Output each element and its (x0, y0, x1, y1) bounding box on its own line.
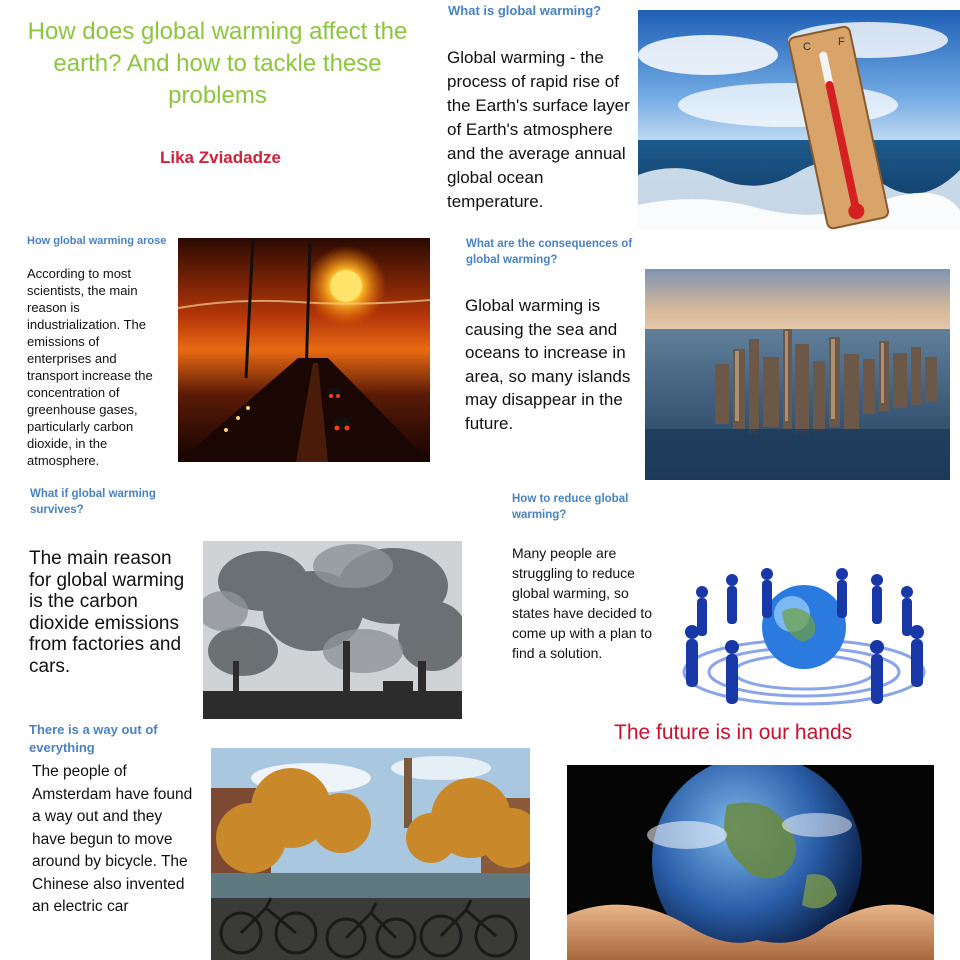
heading-what-is: What is global warming? (448, 3, 602, 18)
page-title: How does global warming affect the earth? And how to tackle these problems (27, 18, 408, 109)
text-consequences: Global warming is causing the sea and oceans to increase in area, so many islands may disappear in the future. (465, 296, 631, 433)
flooded-city-image (645, 269, 950, 480)
people-around-globe-image (672, 562, 937, 717)
thermo-scale-c: C (803, 41, 811, 53)
text-arose: According to most scientists, the main reason is industrialization. The emissions of enterprises and transport increase the concentration of greenhouse gases, particularly carbon dioxide, in the atmosphere. (27, 266, 153, 468)
text-reduce: Many people are struggling to reduce global warming, so states have decided to come up with a plan to find a solution. (512, 545, 653, 661)
slogan: The future is in our hands (614, 721, 853, 744)
heading-way-out: There is a way out of everything (29, 722, 158, 755)
author-name: Lika Zviadadze (160, 148, 281, 167)
text-what-is: Global warming - the process of rapid rise of the Earth's surface layer of Earth's atmosphere and the average annual global ocean temperature. (447, 48, 630, 211)
heading-reduce: How to reduce global warming? (512, 493, 629, 521)
earth-in-hands-image (567, 765, 934, 960)
text-way-out: The people of Amsterdam have found a way out and they have begun to move around by bicycle. The Chinese also invented an electric car (32, 763, 193, 915)
amsterdam-bicycles-image (211, 748, 530, 960)
heading-arose: How global warming arose (27, 235, 167, 247)
heading-survives: What if global warming survives? (30, 488, 156, 516)
heading-consequences: What are the consequences of global warming? (466, 238, 633, 266)
text-survives: The main reason for global warming is the carbon dioxide emissions from factories and cars. (29, 548, 185, 677)
factory-smoke-image (203, 541, 462, 719)
industrial-sunset-image (178, 238, 430, 462)
thermometer-ocean-image (638, 10, 960, 230)
thermo-scale-f: F (838, 36, 845, 48)
